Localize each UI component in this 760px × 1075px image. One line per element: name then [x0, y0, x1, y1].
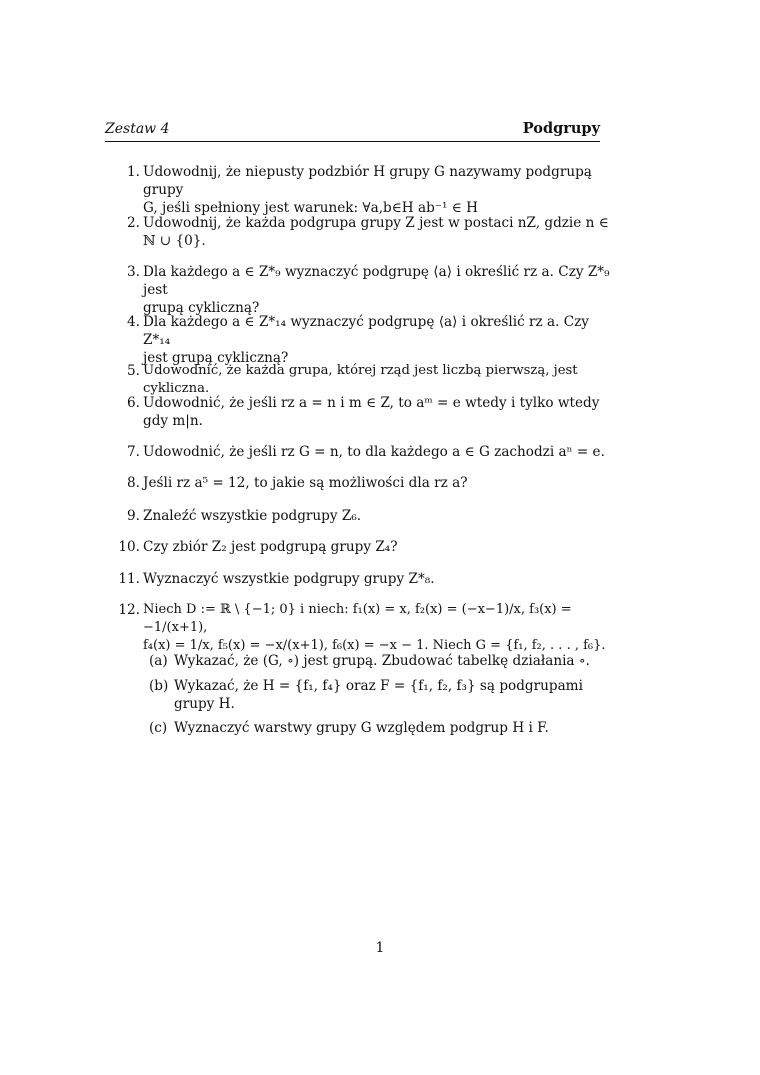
problem-line: f₄(x) = 1/x, f₅(x) = −x/(x+1), f₆(x) = −x − 1. Niech G = {f₁, f₂, . . . , f₆}. [143, 638, 606, 653]
problem-10 [105, 538, 617, 556]
problem-line: Udowodnij, że każda podgrupa grupy Z jest w postaci nZ, gdzie n ∈ [143, 215, 609, 231]
problem-number: 4. [127, 314, 140, 330]
problem-line: Znaleźć wszystkie podgrupy Z₆. [143, 508, 362, 524]
subitem-line: grupy H. [174, 696, 235, 712]
problem-5 [105, 362, 617, 398]
problem-number: 6. [127, 395, 140, 411]
subitem-a [143, 652, 613, 670]
topic-title: Podgrupy [522, 120, 600, 137]
problem-8 [105, 474, 617, 492]
set-title: Zestaw 4 [105, 121, 170, 137]
header-rule [105, 141, 600, 142]
problem-12 [105, 601, 617, 655]
problem-line: Udowodnij, że niepusty podzbiór H grupy G nazywamy podgrupą grupy [143, 164, 592, 198]
problem-line: Dla każdego a ∈ Z*₁₄ wyznaczyć podgrupę ⟨a⟩ i określić rz a. Czy Z*₁₄ [143, 314, 589, 348]
problem-line: Udowodnić, że każda grupa, której rząd jest liczbą pierwszą, jest cykliczna. [143, 363, 578, 396]
problem-number: 12. [118, 602, 140, 618]
problem-number: 2. [127, 215, 140, 231]
problem-line: gdy m|n. [143, 413, 203, 429]
subitem-line: Wyznaczyć warstwy grupy G względem podgrup H i F. [174, 720, 549, 736]
page-header [105, 119, 600, 141]
problem-line: Jeśli rz a⁵ = 12, to jakie są możliwości dla rz a? [143, 475, 468, 491]
problem-7 [105, 443, 617, 461]
problem-number: 8. [127, 475, 140, 491]
problem-4 [105, 313, 617, 367]
problem-line: grupą cykliczną? [143, 300, 260, 316]
subitem-c [143, 719, 613, 737]
problem-9 [105, 507, 617, 525]
subitem-b [143, 677, 613, 713]
problem-line: Czy zbiór Z₂ jest podgrupą grupy Z₄? [143, 539, 398, 555]
problem-line: Udowodnić, że jeśli rz G = n, to dla każdego a ∈ G zachodzi aⁿ = e. [143, 444, 605, 460]
subitem-line: Wykazać, że H = {f₁, f₄} oraz F = {f₁, f₂, f₃} są podgrupami [174, 678, 583, 694]
subitem-label: (b) [149, 678, 169, 694]
subitem-line: Wykazać, że (G, ∘) jest grupą. Zbudować tabelkę działania ∘. [174, 653, 590, 669]
problem-line: Dla każdego a ∈ Z*₉ wyznaczyć podgrupę ⟨a⟩ i określić rz a. Czy Z*₉ jest [143, 264, 610, 298]
problem-number: 7. [127, 444, 140, 460]
problem-line: Wyznaczyć wszystkie podgrupy grupy Z*₈. [143, 571, 435, 587]
problem-1 [105, 163, 617, 217]
problem-3 [105, 263, 617, 317]
problem-number: 1. [127, 164, 140, 180]
problem-6 [105, 394, 617, 430]
problem-number: 3. [127, 264, 140, 280]
page-number: 1 [375, 940, 385, 956]
problem-number: 9. [127, 508, 140, 524]
problem-number: 10. [118, 539, 140, 555]
subitem-label: (a) [149, 653, 168, 669]
problem-line: ℕ ∪ {0}. [143, 233, 206, 249]
subitem-label: (c) [149, 720, 168, 736]
problem-2 [105, 214, 617, 250]
problem-line: jest grupą cykliczną? [143, 350, 289, 366]
problem-number: 11. [118, 571, 140, 587]
problem-line: Niech D := ℝ \ {−1; 0} i niech: f₁(x) = x, f₂(x) = (−x−1)/x, f₃(x) = −1/(x+1), [143, 602, 572, 635]
problem-line: G, jeśli spełniony jest warunek: ∀a,b∈H ab⁻¹ ∈ H [143, 200, 478, 216]
problem-11 [105, 570, 617, 588]
problem-number: 5. [127, 363, 140, 379]
problem-line: Udowodnić, że jeśli rz a = n i m ∈ Z, to aᵐ = e wtedy i tylko wtedy [143, 395, 600, 411]
